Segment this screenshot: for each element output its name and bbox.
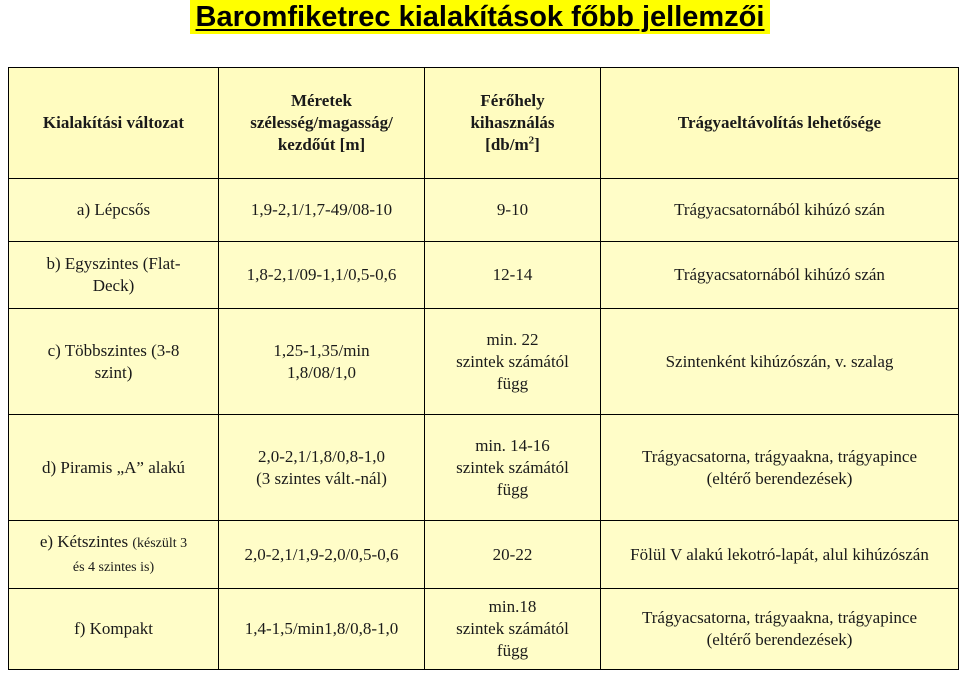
cell-removal: Trágyacsatorna, trágyaakna, trágyapince (eltérő berendezések) — [601, 415, 959, 521]
table-row — [9, 309, 959, 415]
cell-size: 2,0-2,1/1,9-2,0/0,5-0,6 — [219, 521, 425, 589]
cell-variant: a) Lépcsős — [9, 179, 219, 242]
table-row — [9, 415, 959, 521]
header-variant: Kialakítási változat — [9, 68, 219, 179]
cell-size: 1,4-1,5/min1,8/0,8-1,0 — [219, 589, 425, 670]
cell-capacity: 9-10 — [425, 179, 601, 242]
cell-variant: f) Kompakt — [9, 589, 219, 670]
cell-size: 2,0-2,1/1,8/0,8-1,0 (3 szintes vált.-nál) — [219, 415, 425, 521]
header-size: Méretek szélesség/magasság/ kezdőút [m] — [219, 68, 425, 179]
cell-capacity: 20-22 — [425, 521, 601, 589]
header-removal: Trágyaeltávolítás lehetősége — [601, 68, 959, 179]
cell-variant: c) Többszintes (3-8 szint) — [9, 309, 219, 415]
cell-variant: d) Piramis „A” alakú — [9, 415, 219, 521]
cell-removal: Trágyacsatorna, trágyaakna, trágyapince (eltérő berendezések) — [601, 589, 959, 670]
cell-removal: Trágyacsatornából kihúzó szán — [601, 179, 959, 242]
cell-variant: b) Egyszintes (Flat- Deck) — [9, 242, 219, 309]
table-row — [9, 242, 959, 309]
header-capacity: Férőhely kihasználás $[db/m^2]$ — [425, 68, 601, 179]
cell-size: 1,25-1,35/min 1,8/08/1,0 — [219, 309, 425, 415]
cell-capacity: 12-14 — [425, 242, 601, 309]
cell-removal: Fölül V alakú lekotró-lapát, alul kihúzószán — [601, 521, 959, 589]
cell-size: 1,8-2,1/09-1,1/0,5-0,6 — [219, 242, 425, 309]
cell-variant: e) Kétszintes (készült 3 és 4 szintes is) — [9, 521, 219, 589]
cell-size: 1,9-2,1/1,7-49/08-10 — [219, 179, 425, 242]
cell-removal: Trágyacsatornából kihúzó szán — [601, 242, 959, 309]
title-container — [0, 0, 960, 40]
characteristics-table — [8, 67, 959, 670]
table-row — [9, 589, 959, 670]
cell-removal: Szintenként kihúzószán, v. szalag — [601, 309, 959, 415]
cell-capacity: min. 14-16 szintek számától függ — [425, 415, 601, 521]
table-row — [9, 521, 959, 589]
header-row — [9, 68, 959, 179]
page-title: Baromfiketrec kialakítások főbb jellemzői — [190, 0, 771, 34]
cell-capacity: min.18 szintek számától függ — [425, 589, 601, 670]
table-row — [9, 179, 959, 242]
cell-capacity: min. 22 szintek számától függ — [425, 309, 601, 415]
